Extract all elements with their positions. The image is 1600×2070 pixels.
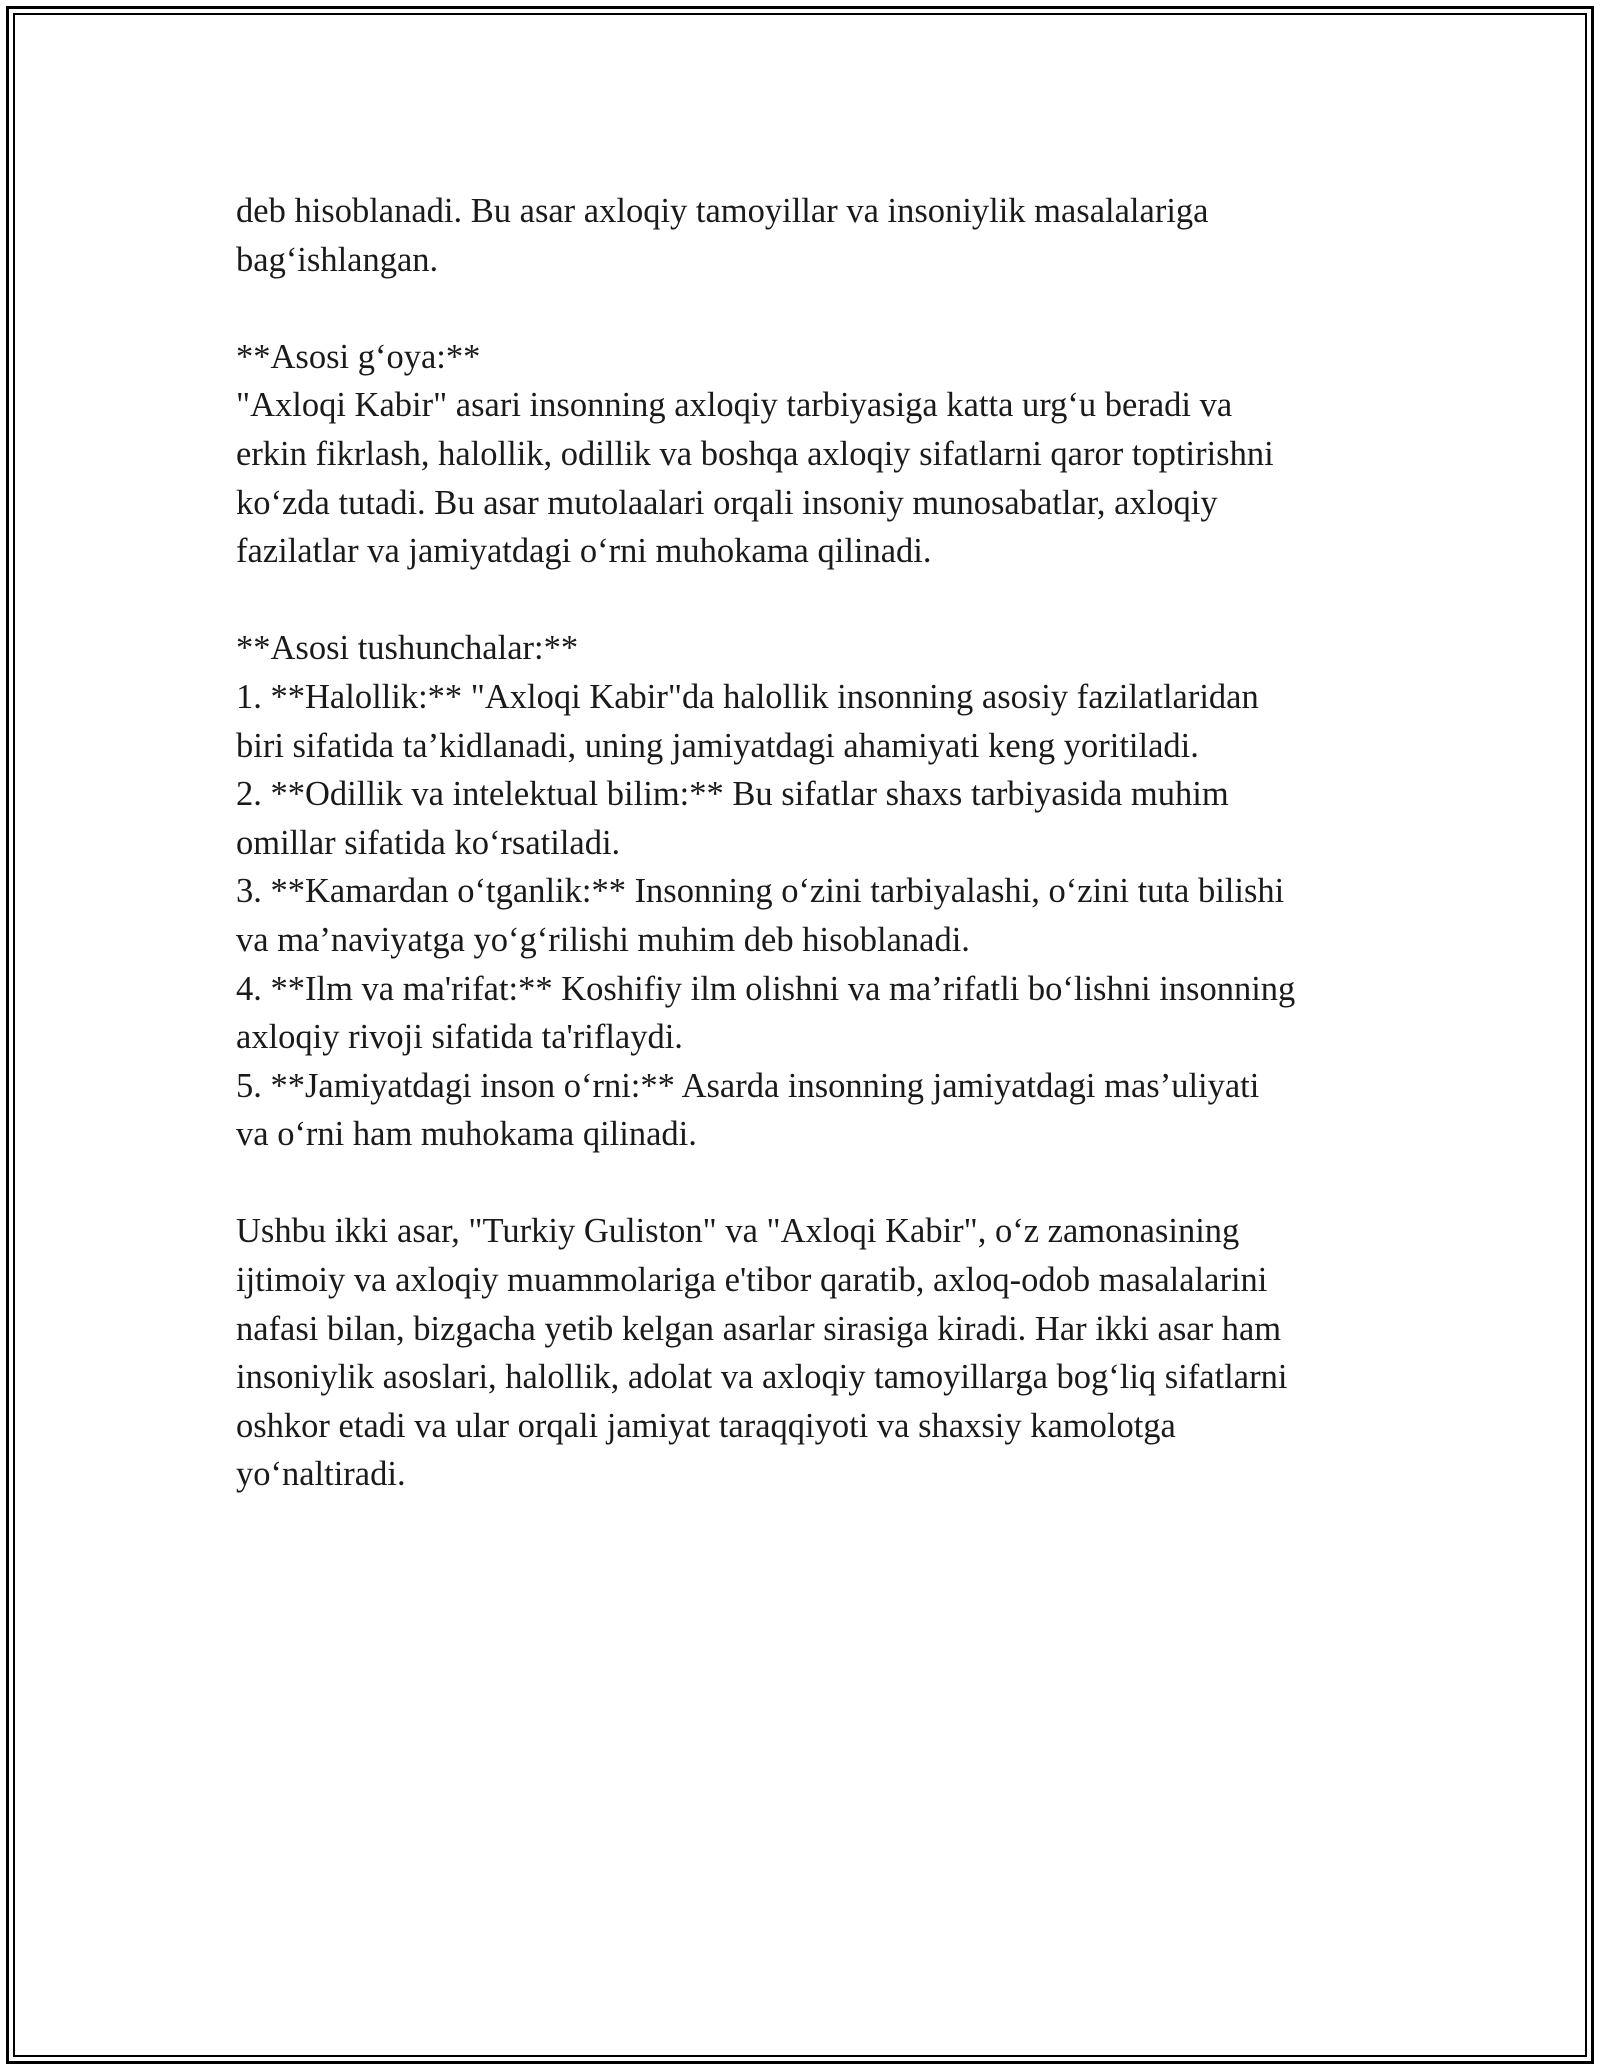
text-line: ijtimoiy va axloqiy muammolariga e'tibor qaratib, axloq-odob masalalarini [236,1261,1268,1300]
text-line: yo‘naltiradi. [236,1455,406,1494]
text-line: ko‘zda tutadi. Bu asar mutolaalari orqali insoniy munosabatlar, axloqiy [236,483,1218,522]
list-item-line: va ma’naviyatga yo‘g‘rilishi muhim deb hisoblanadi. [236,920,970,959]
list-item-line: omillar sifatida ko‘rsatiladi. [236,823,621,862]
text-line: oshkor etadi va ular orqali jamiyat taraqqiyoti va shaxsiy kamolotga [236,1406,1176,1445]
text-line: Ushbu ikki asar, "Turkiy Guliston" va "Axloqi Kabir", o‘z zamonasining [236,1212,1240,1251]
document-body [236,187,1396,1499]
list-item-line: axloqiy rivoji sifatida ta'riflaydi. [236,1018,683,1057]
list-item-line: biri sifatida ta’kidlanadi, uning jamiyatdagi ahamiyati keng yoritiladi. [236,726,1199,765]
text-line: fazilatlar va jamiyatdagi o‘rni muhokama qilinadi. [236,532,932,571]
paragraph-gap [236,576,1396,625]
list-item-line: 1. **Halollik:** "Axloqi Kabir"da halollik insonning asosiy fazilatlaridan [236,677,1259,716]
list-item-line: 4. **Ilm va ma'rifat:** Koshifiy ilm olishni va ma’rifatli bo‘lishni insonning [236,969,1296,1008]
section-heading: **Asosi g‘oya:** [236,337,481,376]
list-item-line: 5. **Jamiyatdagi inson o‘rni:** Asarda insonning jamiyatdagi mas’uliyati [236,1066,1260,1105]
paragraph-gap [236,284,1396,333]
text-line: insoniylik asoslari, halollik, adolat va axloqiy tamoyillarga bog‘liq sifatlarni [236,1358,1288,1397]
text-line: bag‘ishlangan. [236,240,439,279]
main-idea-section [236,333,1396,576]
conclusion-paragraph [236,1207,1396,1499]
section-heading: **Asosi tushunchalar:** [236,629,579,668]
concepts-section [236,624,1396,1159]
intro-paragraph [236,187,1396,284]
paragraph-gap [236,1159,1396,1208]
list-item-line: va o‘rni ham muhokama qilinadi. [236,1115,697,1154]
text-line: "Axloqi Kabir" asari insonning axloqiy tarbiyasiga katta urg‘u beradi va [236,386,1233,425]
text-line: nafasi bilan, bizgacha yetib kelgan asarlar sirasiga kiradi. Har ikki asar ham [236,1309,1282,1348]
list-item-line: 3. **Kamardan o‘tganlik:** Insonning o‘zini tarbiyalashi, o‘zini tuta bilishi [236,872,1285,911]
text-line: deb hisoblanadi. Bu asar axloqiy tamoyillar va insoniylik masalalariga [236,192,1209,230]
text-line: erkin fikrlash, halollik, odillik va boshqa axloqiy sifatlarni qaror toptirishni [236,434,1274,473]
list-item-line: 2. **Odillik va intelektual bilim:** Bu sifatlar shaxs tarbiyasida muhim [236,775,1229,814]
